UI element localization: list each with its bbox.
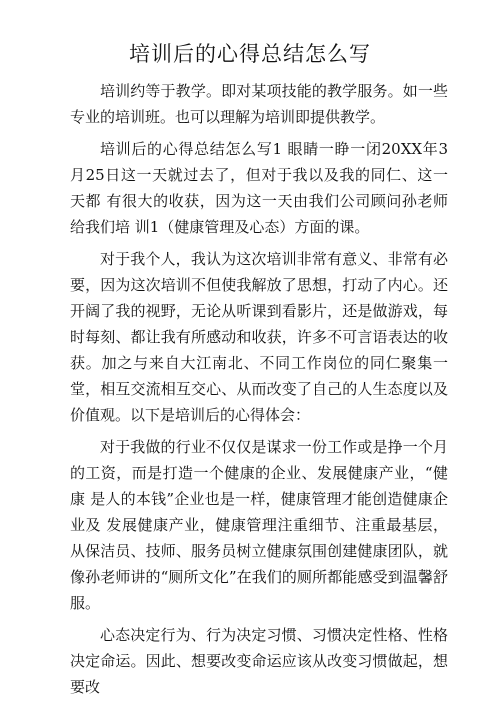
- paragraph-intro: 培训约等于教学。即对某项技能的教学服务。如一些专业的培训班。也可以理解为培训即提供教学。: [70, 82, 448, 126]
- paragraph-personal: 对于我个人，我认为这次培训非常有意义、非常有必要，因为这次培训不但使我解放了思想，打动了内心。还开阔了我的视野，无论从听课到看影片，还是做游戏，每时每刻、都让我有所感动和收获，许多不可言语表达的收获。加之与来自大江南北、不同工作岗位的同仁聚集一堂，相互交流相互交心、从而改变了自己的人生态度以及价值观。以下是培训后的心得体会：: [70, 250, 448, 424]
- document-title: 培训后的心得总结怎么写: [129, 42, 371, 66]
- paragraph-mindset: 心态决定行为、行为决定习惯、习惯决定性格、性格决定命运。因此、想要改变命运应该从改变习惯做起，想要改: [70, 626, 448, 696]
- paragraph-industry: 对于我做的行业不仅仅是谋求一份工作或是挣一个月 的工资，而是打造一个健康的企业、发展健康产业，“健康 是人的本钱”企业也是一样，健康管理才能创造健康企业及 发展健康产业，健康管理注重细节、注重最基层，从保洁员、技师、服务员树立健康氛围创建健康团队，就像孙老师讲的“厕所文化”在我们的厕所都能感受到温馨舒服。: [70, 438, 448, 612]
- document-body: [70, 78, 448, 706]
- paragraph-heading-1: 培训后的心得总结怎么写1 眼睛一睁一闭20XX年3 月25日这一天就过去了，但对于我以及我的同仁、这一天都 有很大的收获，因为这一天由我们公司顾问孙老师给我们培 训1（健康管理及心态）方面的课。: [70, 140, 448, 236]
